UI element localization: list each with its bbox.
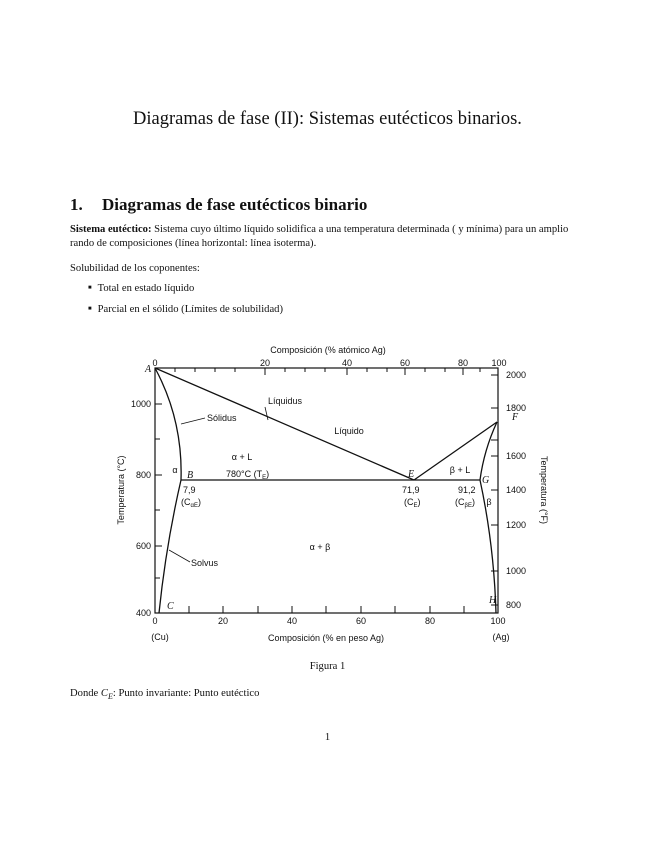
top-tick-label: 0 — [152, 358, 158, 368]
composition-b-value: 7,9 — [183, 485, 196, 495]
eutectic-definition-paragraph — [70, 223, 590, 251]
solubility-list — [88, 283, 283, 325]
composition-g-symbol: $(C_{\beta E})$ — [455, 497, 475, 509]
section-heading — [70, 195, 367, 215]
definition-term: Sistema eutéctico: — [70, 224, 152, 235]
left-axis-label: Temperatura (°C) — [116, 455, 126, 525]
right-tick-label: 2000 — [506, 370, 527, 380]
right-tick-label: 1200 — [506, 520, 527, 530]
document-title: Diagramas de fase (II): Sistemas eutécticos binarios. — [133, 109, 522, 129]
solvus-label: Solvus — [191, 558, 219, 568]
section-title: Diagramas de fase eutécticos binario — [102, 195, 368, 214]
point-e-label: E — [408, 469, 415, 480]
section-number: 1. — [70, 195, 83, 214]
page-number: 1 — [324, 732, 331, 743]
region-alpha-liquid: α + L — [231, 452, 253, 462]
definition-text: Sistema cuyo último líquido solidifica a una temperatura determinada ( y mínima) para un amplio rando de composiciones (línea horizontal: línea isoterma). — [70, 224, 569, 249]
note-prefix: Donde — [70, 688, 101, 699]
right-axis-label: Temperatura (°F) — [539, 455, 549, 525]
point-b-label: B — [187, 470, 194, 481]
right-tick-label: 1000 — [506, 566, 527, 576]
right-tick-label: 1400 — [506, 485, 527, 495]
liquidus-label: Líquidus — [268, 396, 303, 406]
left-tick-label: 400 — [135, 608, 151, 618]
left-tick-label: 800 — [135, 470, 151, 480]
solidus-label: Sólidus — [207, 413, 237, 423]
top-axis-label: Composición (% atómico Ag) — [270, 345, 386, 355]
top-tick-label: 60 — [399, 358, 411, 368]
solvus-pointer — [169, 550, 190, 562]
top-tick-label: 20 — [259, 358, 271, 368]
left-tick-label: 1000 — [130, 399, 151, 409]
plot-frame — [155, 368, 498, 613]
phase-diagram — [100, 335, 560, 650]
solidus-pointer — [181, 418, 205, 424]
bottom-tick-label: 0 — [152, 616, 158, 626]
bottom-tick-label: 20 — [217, 616, 229, 626]
liquidus-line-left — [155, 368, 414, 480]
eutectic-temperature-label: 780°C $(T_E)$ — [226, 469, 270, 481]
composition-e-value: 71,9 — [402, 485, 420, 495]
component-label-ag: (Ag) — [492, 632, 510, 642]
region-beta-liquid: β + L — [449, 465, 471, 475]
composition-b-symbol: $(C_{\alpha E})$ — [181, 497, 201, 509]
component-label-cu: (Cu) — [151, 632, 169, 642]
left-tick-label: 600 — [135, 541, 151, 551]
eutectic-point-note — [70, 687, 590, 704]
point-a-label: A — [145, 364, 152, 375]
composition-g-value: 91,2 — [458, 485, 476, 495]
note-text: : Punto invariante: Punto eutéctico — [112, 688, 260, 699]
bottom-tick-label: 100 — [490, 616, 506, 626]
right-tick-label: 1800 — [506, 403, 527, 413]
top-tick-label: 100 — [491, 358, 507, 368]
solidus-line-alpha — [155, 368, 181, 480]
note-symbol: C — [100, 688, 108, 699]
point-g-label: G — [482, 475, 490, 486]
right-tick-label: 800 — [506, 600, 522, 610]
point-c-label: C — [167, 601, 174, 612]
region-beta: β — [486, 497, 492, 507]
composition-e-symbol: $(C_E)$ — [404, 497, 421, 509]
solvus-line-alpha — [159, 480, 181, 613]
list-item: ■ Total en estado líquido — [88, 283, 283, 304]
figure-caption: Figura 1 — [309, 661, 346, 672]
bottom-tick-label: 80 — [424, 616, 436, 626]
point-h-label: H — [489, 595, 497, 606]
region-alpha-beta: α + β — [309, 542, 331, 552]
bottom-tick-label: 40 — [286, 616, 298, 626]
region-liquid: Líquido — [334, 426, 364, 436]
bottom-axis-label: Composición (% en peso Ag) — [267, 633, 385, 643]
note-subscript: E — [107, 692, 113, 702]
top-tick-label: 40 — [341, 358, 353, 368]
bottom-tick-label: 60 — [355, 616, 367, 626]
point-f-label: F — [512, 412, 519, 423]
top-tick-label: 80 — [457, 358, 469, 368]
list-item: ■ Parcial en el sólido (Límites de solubilidad) — [88, 304, 283, 325]
solidus-line-beta — [480, 422, 497, 480]
solubility-intro: Solubilidad de los coponentes: — [70, 263, 200, 274]
region-alpha: α — [172, 465, 178, 475]
liquidus-pointer — [265, 407, 268, 420]
right-tick-label: 1600 — [506, 451, 527, 461]
